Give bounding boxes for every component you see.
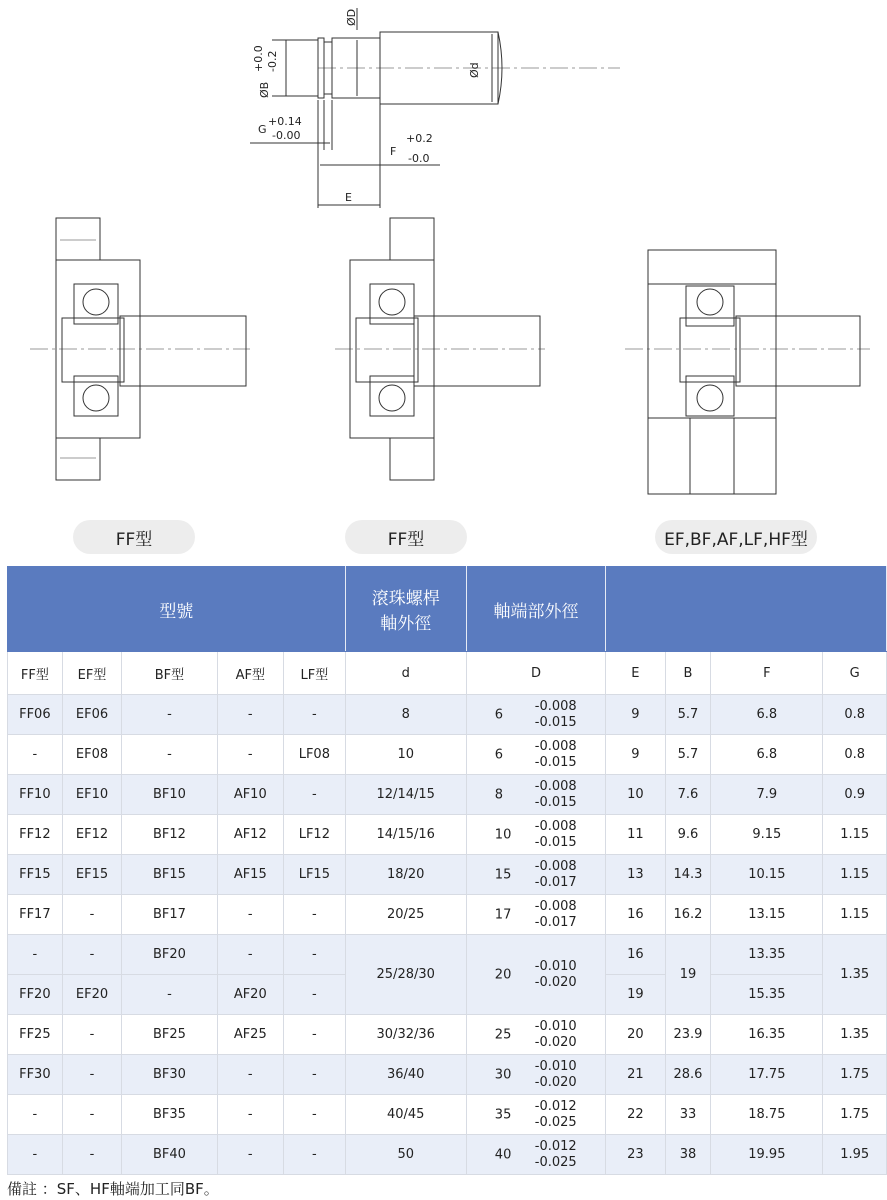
cell-g: 1.95	[823, 1135, 887, 1175]
tol-upper: -0.008	[534, 698, 577, 714]
tol-upper: -0.010	[534, 958, 577, 974]
cell-b: 19	[665, 935, 711, 1015]
cell-g: 0.9	[823, 775, 887, 815]
cell-D-value: 6	[494, 707, 504, 722]
cell-d: 8	[345, 695, 466, 735]
cell-g: 0.8	[823, 735, 887, 775]
cell-D-value: 8	[494, 787, 504, 802]
header-blank	[606, 567, 887, 652]
cell-b: 14.3	[665, 855, 711, 895]
cell-ef: -	[62, 935, 122, 975]
cell-ef: EF06	[62, 695, 122, 735]
cell-f: 13.15	[711, 895, 823, 935]
caption-ff-left: FF型	[73, 520, 195, 554]
cell-b: 33	[665, 1095, 711, 1135]
cell-ff: -	[8, 935, 63, 975]
cell-g: 1.75	[823, 1055, 887, 1095]
table-row	[8, 1055, 887, 1095]
cell-ff: FF06	[8, 695, 63, 735]
cell-ff: FF10	[8, 775, 63, 815]
ff-drawing-left	[30, 218, 250, 480]
sub-ef: EF型	[62, 652, 122, 695]
cell-D-value: 40	[494, 1147, 512, 1162]
sub-f: F	[711, 652, 823, 695]
cell-D-value: 6	[494, 747, 504, 762]
sub-lf: LF型	[284, 652, 346, 695]
sub-ff: FF型	[8, 652, 63, 695]
header-screw-dia-line1: 滾珠螺桿	[371, 589, 440, 609]
cell-g: 1.15	[823, 895, 887, 935]
cell-D-tolerance	[535, 1059, 577, 1091]
shaft-end-detail	[250, 8, 620, 208]
cell-bf: -	[122, 735, 217, 775]
cell-ef: -	[62, 1135, 122, 1175]
cell-ff: FF15	[8, 855, 63, 895]
cell-e: 21	[606, 1055, 665, 1095]
cell-f: 19.95	[711, 1135, 823, 1175]
cell-lf: -	[284, 1015, 346, 1055]
tol-upper: -0.012	[534, 1098, 577, 1114]
cell-D-value: 30	[494, 1067, 512, 1082]
table-row	[8, 1015, 887, 1055]
cell-b: 7.6	[665, 775, 711, 815]
cell-e: 13	[606, 855, 665, 895]
cell-bf: BF15	[122, 855, 217, 895]
cell-b: 9.6	[665, 815, 711, 855]
label-f-tol-lower: -0.0	[408, 152, 430, 165]
cell-g: 0.8	[823, 695, 887, 735]
cell-D-tolerance	[535, 739, 577, 771]
cell-D	[466, 1135, 605, 1175]
table-row	[8, 695, 887, 735]
cell-D	[466, 695, 605, 735]
cell-d: 18/20	[345, 855, 466, 895]
cell-D	[466, 815, 605, 855]
cell-f: 7.9	[711, 775, 823, 815]
cell-D-value: 15	[494, 867, 512, 882]
label-g: G	[258, 123, 267, 136]
label-b-dia: ØB	[258, 81, 271, 98]
table-row	[8, 815, 887, 855]
cell-lf: -	[284, 1055, 346, 1095]
cell-ff: FF17	[8, 895, 63, 935]
cell-e: 19	[606, 975, 665, 1015]
cell-lf: LF08	[284, 735, 346, 775]
cell-af: AF25	[217, 1015, 284, 1055]
cell-g: 1.35	[823, 935, 887, 1015]
cell-d: 30/32/36	[345, 1015, 466, 1055]
cell-e: 9	[606, 735, 665, 775]
cell-af: -	[217, 1135, 284, 1175]
tol-lower: -0.017	[534, 914, 577, 930]
cell-D	[466, 855, 605, 895]
ff-drawing-middle	[335, 218, 545, 480]
cell-ef: EF08	[62, 735, 122, 775]
tol-lower: -0.025	[534, 1114, 577, 1130]
cell-f: 9.15	[711, 815, 823, 855]
footnote: 備註 ：SF、HF軸端加工同BF。	[7, 1180, 219, 1198]
cell-bf: -	[122, 695, 217, 735]
cell-lf: -	[284, 1135, 346, 1175]
tol-upper: -0.008	[534, 778, 577, 794]
cell-bf: BF20	[122, 935, 217, 975]
tol-lower: -0.015	[534, 834, 577, 850]
cell-bf: BF17	[122, 895, 217, 935]
cell-D-tolerance	[535, 699, 577, 731]
cell-ff: -	[8, 1095, 63, 1135]
cell-bf: BF12	[122, 815, 217, 855]
cell-b: 28.6	[665, 1055, 711, 1095]
cell-ef: EF20	[62, 975, 122, 1015]
cell-bf: BF30	[122, 1055, 217, 1095]
cell-f: 10.15	[711, 855, 823, 895]
label-outer-d: ØD	[345, 8, 358, 26]
cell-g: 1.15	[823, 855, 887, 895]
cell-af: -	[217, 735, 284, 775]
sub-g: G	[823, 652, 887, 695]
cell-g: 1.15	[823, 815, 887, 855]
cell-af: -	[217, 1055, 284, 1095]
tol-upper: -0.010	[534, 1058, 577, 1074]
cell-d: 40/45	[345, 1095, 466, 1135]
cell-bf: BF35	[122, 1095, 217, 1135]
cell-b: 5.7	[665, 735, 711, 775]
cell-b: 16.2	[665, 895, 711, 935]
label-g-tol-lower: -0.00	[272, 129, 301, 142]
cell-d: 14/15/16	[345, 815, 466, 855]
cell-D-tolerance	[535, 1139, 577, 1171]
cell-lf: LF15	[284, 855, 346, 895]
header-screw-dia-line2: 軸外徑	[380, 614, 432, 634]
cell-ff: FF12	[8, 815, 63, 855]
cell-D-value: 20	[494, 967, 512, 982]
cell-af: AF12	[217, 815, 284, 855]
cell-af: AF15	[217, 855, 284, 895]
cell-ef: EF12	[62, 815, 122, 855]
cell-ef: -	[62, 1095, 122, 1135]
cell-d: 12/14/15	[345, 775, 466, 815]
tol-lower: -0.020	[534, 974, 577, 990]
ef-bf-drawing-right	[625, 250, 870, 494]
cell-g: 1.35	[823, 1015, 887, 1055]
cell-lf: -	[284, 895, 346, 935]
cell-D	[466, 935, 605, 1015]
cell-af: -	[217, 935, 284, 975]
cell-ff: FF30	[8, 1055, 63, 1095]
cell-ef: EF15	[62, 855, 122, 895]
cell-e: 20	[606, 1015, 665, 1055]
cell-D-tolerance	[535, 1019, 577, 1051]
table-row	[8, 775, 887, 815]
cell-f: 17.75	[711, 1055, 823, 1095]
cell-bf: BF40	[122, 1135, 217, 1175]
cell-D-value: 35	[494, 1107, 512, 1122]
cell-bf: BF25	[122, 1015, 217, 1055]
cell-lf: -	[284, 695, 346, 735]
tol-lower: -0.015	[534, 714, 577, 730]
cell-e: 16	[606, 895, 665, 935]
label-b-tol-upper: +0.0	[252, 45, 265, 72]
cell-af: -	[217, 1095, 284, 1135]
cell-d: 20/25	[345, 895, 466, 935]
cell-D	[466, 1015, 605, 1055]
technical-drawing	[0, 0, 887, 520]
cell-D-value: 10	[494, 827, 512, 842]
cell-bf: BF10	[122, 775, 217, 815]
label-e: E	[345, 191, 352, 204]
cell-D-value: 25	[494, 1027, 512, 1042]
tol-upper: -0.008	[534, 858, 577, 874]
cell-ef: EF10	[62, 775, 122, 815]
cell-d: 10	[345, 735, 466, 775]
caption-ff-middle: FF型	[345, 520, 467, 554]
cell-lf: -	[284, 775, 346, 815]
cell-D-tolerance	[535, 1099, 577, 1131]
table-header-row	[8, 567, 887, 652]
table-row	[8, 735, 887, 775]
cell-b: 5.7	[665, 695, 711, 735]
cell-af: AF10	[217, 775, 284, 815]
cell-f: 16.35	[711, 1015, 823, 1055]
table-row	[8, 1135, 887, 1175]
cell-D	[466, 775, 605, 815]
cell-f: 18.75	[711, 1095, 823, 1135]
header-screw-dia	[345, 567, 466, 652]
cell-f: 6.8	[711, 695, 823, 735]
tol-upper: -0.008	[534, 738, 577, 754]
sub-D: D	[466, 652, 605, 695]
tol-upper: -0.008	[534, 898, 577, 914]
cell-e: 16	[606, 935, 665, 975]
cell-e: 10	[606, 775, 665, 815]
cell-D-tolerance	[535, 819, 577, 851]
cell-ff: -	[8, 735, 63, 775]
tol-lower: -0.017	[534, 874, 577, 890]
cell-e: 11	[606, 815, 665, 855]
tol-upper: -0.008	[534, 818, 577, 834]
spec-table	[7, 566, 887, 1175]
tol-lower: -0.015	[534, 754, 577, 770]
cell-af: AF20	[217, 975, 284, 1015]
cell-lf: -	[284, 935, 346, 975]
table-row	[8, 935, 887, 975]
table-subheader-row	[8, 652, 887, 695]
cell-af: -	[217, 895, 284, 935]
caption-ef-bf: EF,BF,AF,LF,HF型	[655, 520, 817, 554]
cell-D-tolerance	[535, 899, 577, 931]
cell-D	[466, 735, 605, 775]
cell-lf: -	[284, 1095, 346, 1135]
cell-ff: -	[8, 1135, 63, 1175]
cell-e: 23	[606, 1135, 665, 1175]
cell-f: 15.35	[711, 975, 823, 1015]
cell-D-tolerance	[535, 959, 577, 991]
cell-b: 38	[665, 1135, 711, 1175]
cell-D	[466, 1055, 605, 1095]
header-end-dia: 軸端部外徑	[466, 567, 605, 652]
cell-e: 22	[606, 1095, 665, 1135]
tol-lower: -0.015	[534, 794, 577, 810]
cell-D-tolerance	[535, 859, 577, 891]
cell-d: 36/40	[345, 1055, 466, 1095]
cell-ff: FF20	[8, 975, 63, 1015]
tol-lower: -0.020	[534, 1034, 577, 1050]
table-row	[8, 1095, 887, 1135]
cell-D-tolerance	[535, 779, 577, 811]
cell-ef: -	[62, 1015, 122, 1055]
cell-ff: FF25	[8, 1015, 63, 1055]
cell-D	[466, 895, 605, 935]
sub-d: d	[345, 652, 466, 695]
cell-ef: -	[62, 1055, 122, 1095]
cell-lf: LF12	[284, 815, 346, 855]
sub-e: E	[606, 652, 665, 695]
label-shaft-d: Ød	[468, 62, 481, 78]
cell-d: 25/28/30	[345, 935, 466, 1015]
tol-lower: -0.025	[534, 1154, 577, 1170]
tol-upper: -0.010	[534, 1018, 577, 1034]
cell-lf: -	[284, 975, 346, 1015]
tol-upper: -0.012	[534, 1138, 577, 1154]
cell-D	[466, 1095, 605, 1135]
table-row	[8, 855, 887, 895]
cell-ef: -	[62, 895, 122, 935]
label-b-tol-lower: -0.2	[266, 50, 279, 72]
cell-e: 9	[606, 695, 665, 735]
cell-f: 13.35	[711, 935, 823, 975]
label-f-tol-upper: +0.2	[406, 132, 433, 145]
sub-b: B	[665, 652, 711, 695]
sub-bf: BF型	[122, 652, 217, 695]
cell-g: 1.75	[823, 1095, 887, 1135]
cell-d: 50	[345, 1135, 466, 1175]
table-row	[8, 895, 887, 935]
label-f: F	[390, 145, 397, 158]
cell-af: -	[217, 695, 284, 735]
cell-bf: -	[122, 975, 217, 1015]
tol-lower: -0.020	[534, 1074, 577, 1090]
label-g-tol-upper: +0.14	[268, 115, 302, 128]
sub-af: AF型	[217, 652, 284, 695]
header-model: 型號	[8, 567, 346, 652]
cell-f: 6.8	[711, 735, 823, 775]
cell-b: 23.9	[665, 1015, 711, 1055]
cell-D-value: 17	[494, 907, 512, 922]
